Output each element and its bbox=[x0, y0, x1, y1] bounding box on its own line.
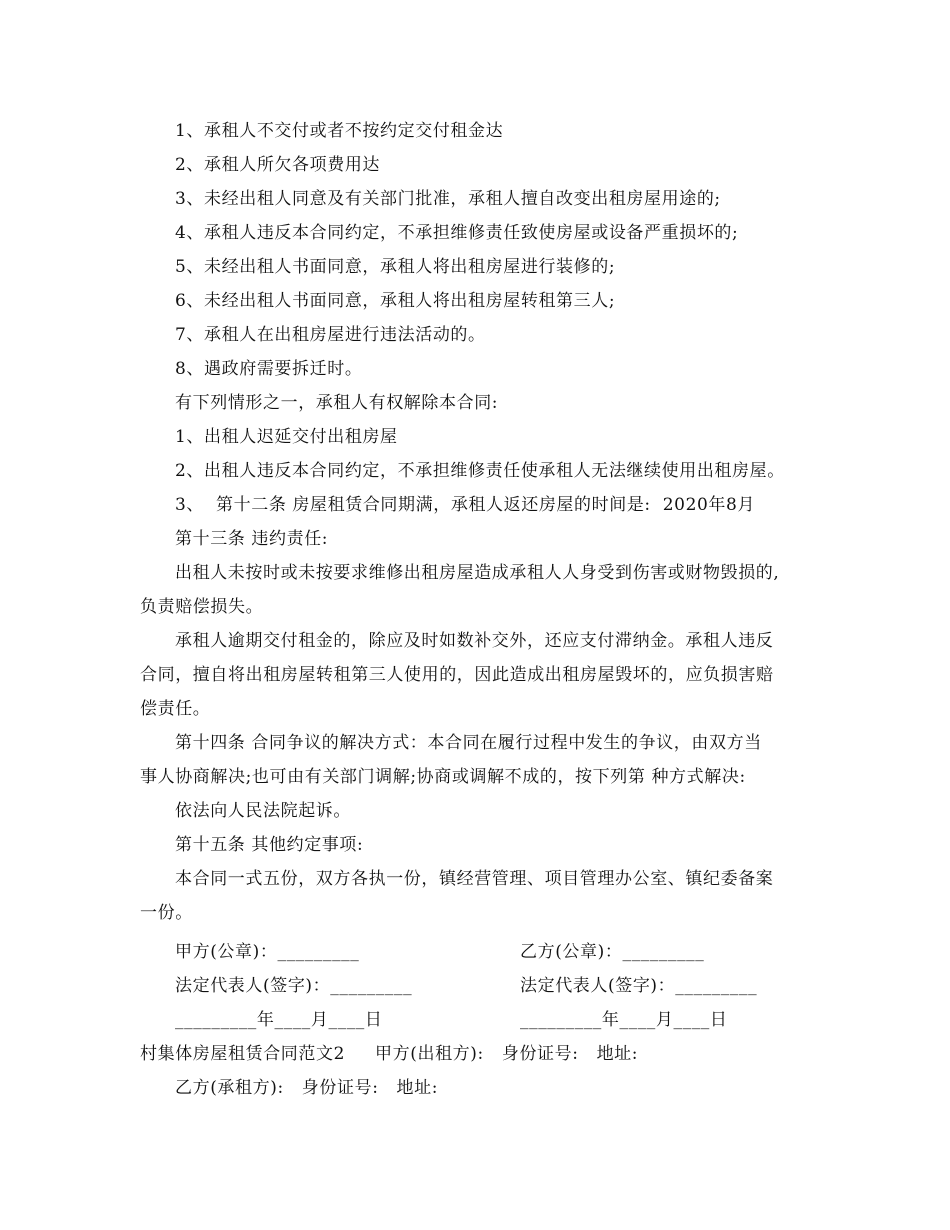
paragraph-line: 偿责任。 bbox=[140, 699, 211, 719]
clause-item: 4、承租人违反本合同约定，不承担维修责任致使房屋或设备严重损坏的; bbox=[175, 223, 739, 243]
next-contract-title: 村集体房屋租赁合同范文2 甲方(出租方): 身份证号: 地址: bbox=[140, 1044, 639, 1064]
paragraph-line: 本合同一式五份，双方各执一份，镇经营管理、项目管理办公室、镇纪委备案 bbox=[175, 869, 774, 889]
clause-item: 7、承租人在出租房屋进行违法活动的。 bbox=[175, 325, 486, 345]
next-contract-lessee: 乙方(承租方): 身份证号: 地址: bbox=[175, 1078, 439, 1098]
clause-item: 8、遇政府需要拆迁时。 bbox=[175, 359, 363, 379]
party-a-seal-field: 甲方(公章)：_________ bbox=[175, 942, 360, 962]
clause-item: 3、未经出租人同意及有关部门批准，承租人擅自改变出租房屋用途的; bbox=[175, 189, 721, 209]
clause-item: 3、 第十二条 房屋租赁合同期满，承租人返还房屋的时间是: 2020年8月 bbox=[175, 495, 756, 515]
clause-item: 2、出租人违反本合同约定，不承担维修责任使承租人无法继续使用出租房屋。 bbox=[175, 461, 785, 481]
paragraph-line: 负责赔偿损失。 bbox=[140, 597, 264, 617]
article-title: 第十五条 其他约定事项: bbox=[175, 835, 364, 855]
clause-item: 6、未经出租人书面同意，承租人将出租房屋转租第三人; bbox=[175, 291, 616, 311]
clause-item: 2、承租人所欠各项费用达 bbox=[175, 155, 381, 175]
party-b-seal-field: 乙方(公章)：_________ bbox=[520, 942, 705, 962]
paragraph-line: 依法向人民法院起诉。 bbox=[175, 801, 351, 821]
party-a-date-field: _________年____月____日 bbox=[175, 1010, 383, 1030]
paragraph-line: 事人协商解决;也可由有关部门调解;协商或调解不成的，按下列第 种方式解决: bbox=[140, 767, 746, 787]
article-title: 第十三条 违约责任: bbox=[175, 529, 329, 549]
paragraph-line: 承租人逾期交付租金的，除应及时如数补交外，还应支付滞纳金。承租人违反 bbox=[175, 631, 774, 651]
clause-item: 5、未经出租人书面同意，承租人将出租房屋进行装修的; bbox=[175, 257, 616, 277]
paragraph-line: 一份。 bbox=[140, 903, 193, 923]
clause-item: 1、出租人迟延交付出租房屋 bbox=[175, 427, 398, 447]
paragraph-line: 出租人未按时或未按要求维修出租房屋造成承租人人身受到伤害或财物毁损的, bbox=[175, 563, 780, 583]
paragraph-line: 合同，擅自将出租房屋转租第三人使用的，因此造成出租房屋毁坏的，应负损害赔 bbox=[140, 665, 774, 685]
party-b-rep-field: 法定代表人(签字)：_________ bbox=[520, 976, 758, 996]
party-b-date-field: _________年____月____日 bbox=[520, 1010, 728, 1030]
section-heading: 有下列情形之一，承租人有权解除本合同: bbox=[175, 393, 499, 413]
clause-item: 1、承租人不交付或者不按约定交付租金达 bbox=[175, 121, 504, 141]
party-a-rep-field: 法定代表人(签字)：_________ bbox=[175, 976, 413, 996]
paragraph-line: 第十四条 合同争议的解决方式：本合同在履行过程中发生的争议，由双方当 bbox=[175, 733, 762, 753]
